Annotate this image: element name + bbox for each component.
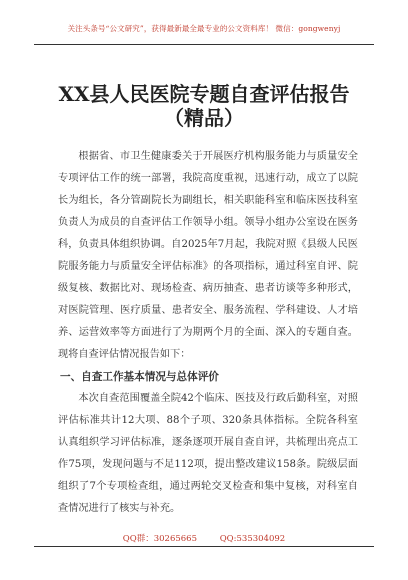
section-heading: 一、自查工作基本情况与总体评价	[60, 371, 219, 383]
section-paragraph: 本次自查范围覆盖全院42个临床、医技及行政后勤科室，对照评估标准共计12大项、88个子项、320条具体指标。全院各科室认真组织学习评估标准，逐条逐项开展自查自评，共梳理出亮点工作75项，发现问题与不足112项，提出整改建议158条。院级层面组织了7个专项检查组，通过两轮交叉检查和集中复核，对科室自查情况进行了核实与补充。	[58, 393, 358, 514]
intro-paragraph: 根据省、市卫生健康委关于开展医疗机构服务能力与质量安全专项评估工作的统一部署，我院高度重视，迅速行动，成立了以院长为组长，各分管副院长为副组长，相关职能科室和临床医技科室负责人为成员的自查评估工作领导小组。领导小组办公室设在医务科，负责具体组织协调。自2025年7月起，我院对照《县级人民医院服务能力与质量安全评估标准》的各项指标，通过科室自评、院级复核、数据比对、现场检查、病历抽查、患者访谈等多种形式，对医院管理、医疗质量、患者安全、服务流程、学科建设、人才培养、运营效率等方面进行了为期两个月的全面、深入的专题自查。现将自查评估情况报告如下：	[58, 151, 358, 360]
footer-rule	[34, 546, 374, 547]
document-body	[58, 146, 358, 520]
footer-qq-number: QQ:535304092	[219, 534, 286, 544]
header-rule	[34, 44, 374, 45]
footer-qq-group: QQ群：30265665	[122, 534, 197, 544]
document-subtitle: （精品）	[164, 106, 244, 130]
header-promo-text: 关注头条号“公文研究”，获得最新最全最专业的公文资料库！ 微信：gongwenyj	[67, 24, 341, 33]
page-footer	[0, 532, 408, 544]
document-title: XX县人民医院专题自查评估报告	[58, 82, 350, 106]
